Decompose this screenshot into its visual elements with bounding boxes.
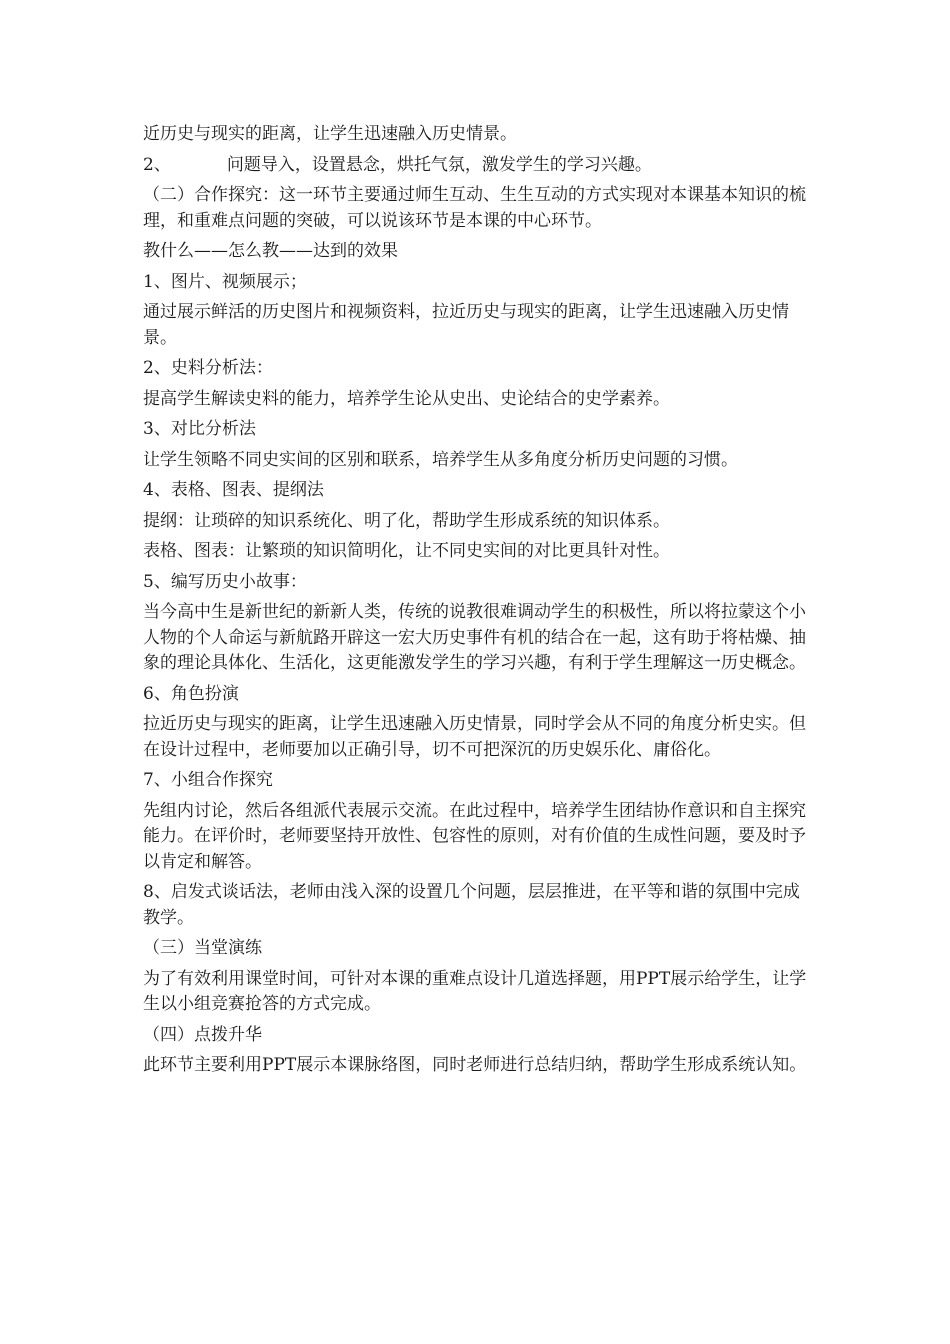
paragraph: 教什么——怎么教——达到的效果	[143, 241, 398, 261]
paragraph: 让学生领略不同史实间的区别和联系，培养学生从多角度分析历史问题的习惯。	[143, 449, 738, 470]
numbered-item-2	[143, 153, 815, 179]
list-heading: 1、图片、视频展示；	[143, 271, 307, 292]
paragraph: 近历史与现实的距离，让学生迅速融入历史情景。	[143, 124, 517, 144]
paragraph: 此环节主要利用PPT展示本课脉络图，同时老师进行总结归纳，帮助学生形成系统认知。	[143, 1055, 807, 1075]
paragraph: 8、启发式谈话法，老师由浅入深的设置几个问题，层层推进，在平等和谐的氛围中完成教学。	[143, 882, 800, 928]
list-heading: 2、史料分析法：	[143, 358, 273, 378]
section-heading: （三）当堂演练	[143, 938, 262, 958]
paragraph: 当今高中生是新世纪的新新人类，传统的说教很难调动学生的积极性，所以将拉蒙这个小人物的个人命运与新航路开辟这一宏大历史事件有机的结合在一起，这有助于将枯燥、抽象的理论具体化、生活化，这更能激发学生的学习兴趣，有利于学生理解这一历史概念。	[143, 602, 806, 673]
list-heading: 5、编写历史小故事：	[143, 571, 307, 592]
item-number: 2、	[143, 154, 171, 175]
paragraph: 拉近历史与现实的距离，让学生迅速融入历史情景，同时学会从不同的角度分析史实。但在设计过程中，老师要加以正确引导，切不可把深沉的历史娱乐化、庸俗化。	[143, 714, 806, 760]
paragraph: 先组内讨论，然后各组派代表展示交流。在此过程中，培养学生团结协作意识和自主探究能力。在评价时，老师要坚持开放性、包容性的原则，对有价值的生成性问题，要及时予以肯定和解答。	[143, 800, 806, 872]
paragraph: 提纲：让琐碎的知识系统化、明了化，帮助学生形成系统的知识体系。	[143, 510, 670, 531]
section-heading: （四）点拨升华	[143, 1024, 262, 1045]
item-text: 问题导入，设置悬念，烘托气氛，激发学生的学习兴趣。	[226, 154, 652, 175]
list-heading: 7、小组合作探究	[143, 770, 273, 790]
list-heading: 3、对比分析法	[143, 419, 256, 439]
list-heading: 4、表格、图表、提纲法	[143, 480, 324, 500]
paragraph: 为了有效利用课堂时间，可针对本课的重难点设计几道选择题，用PPT展示给学生，让学生以小组竞赛抢答的方式完成。	[143, 968, 807, 1014]
list-heading: 6、角色扮演	[143, 683, 239, 704]
document-page	[143, 122, 815, 1084]
section-heading: （二）合作探究：这一环节主要通过师生互动、生生互动的方式实现对本课基本知识的梳理，和重难点问题的突破，可以说该环节是本课的中心环节。	[143, 185, 806, 231]
paragraph: 通过展示鲜活的历史图片和视频资料，拉近历史与现实的距离，让学生迅速融入历史情景。	[143, 302, 789, 348]
paragraph: 表格、图表：让繁琐的知识简明化，让不同史实间的对比更具针对性。	[143, 541, 670, 561]
paragraph: 提高学生解读史料的能力，培养学生论从史出、史论结合的史学素养。	[143, 388, 670, 409]
